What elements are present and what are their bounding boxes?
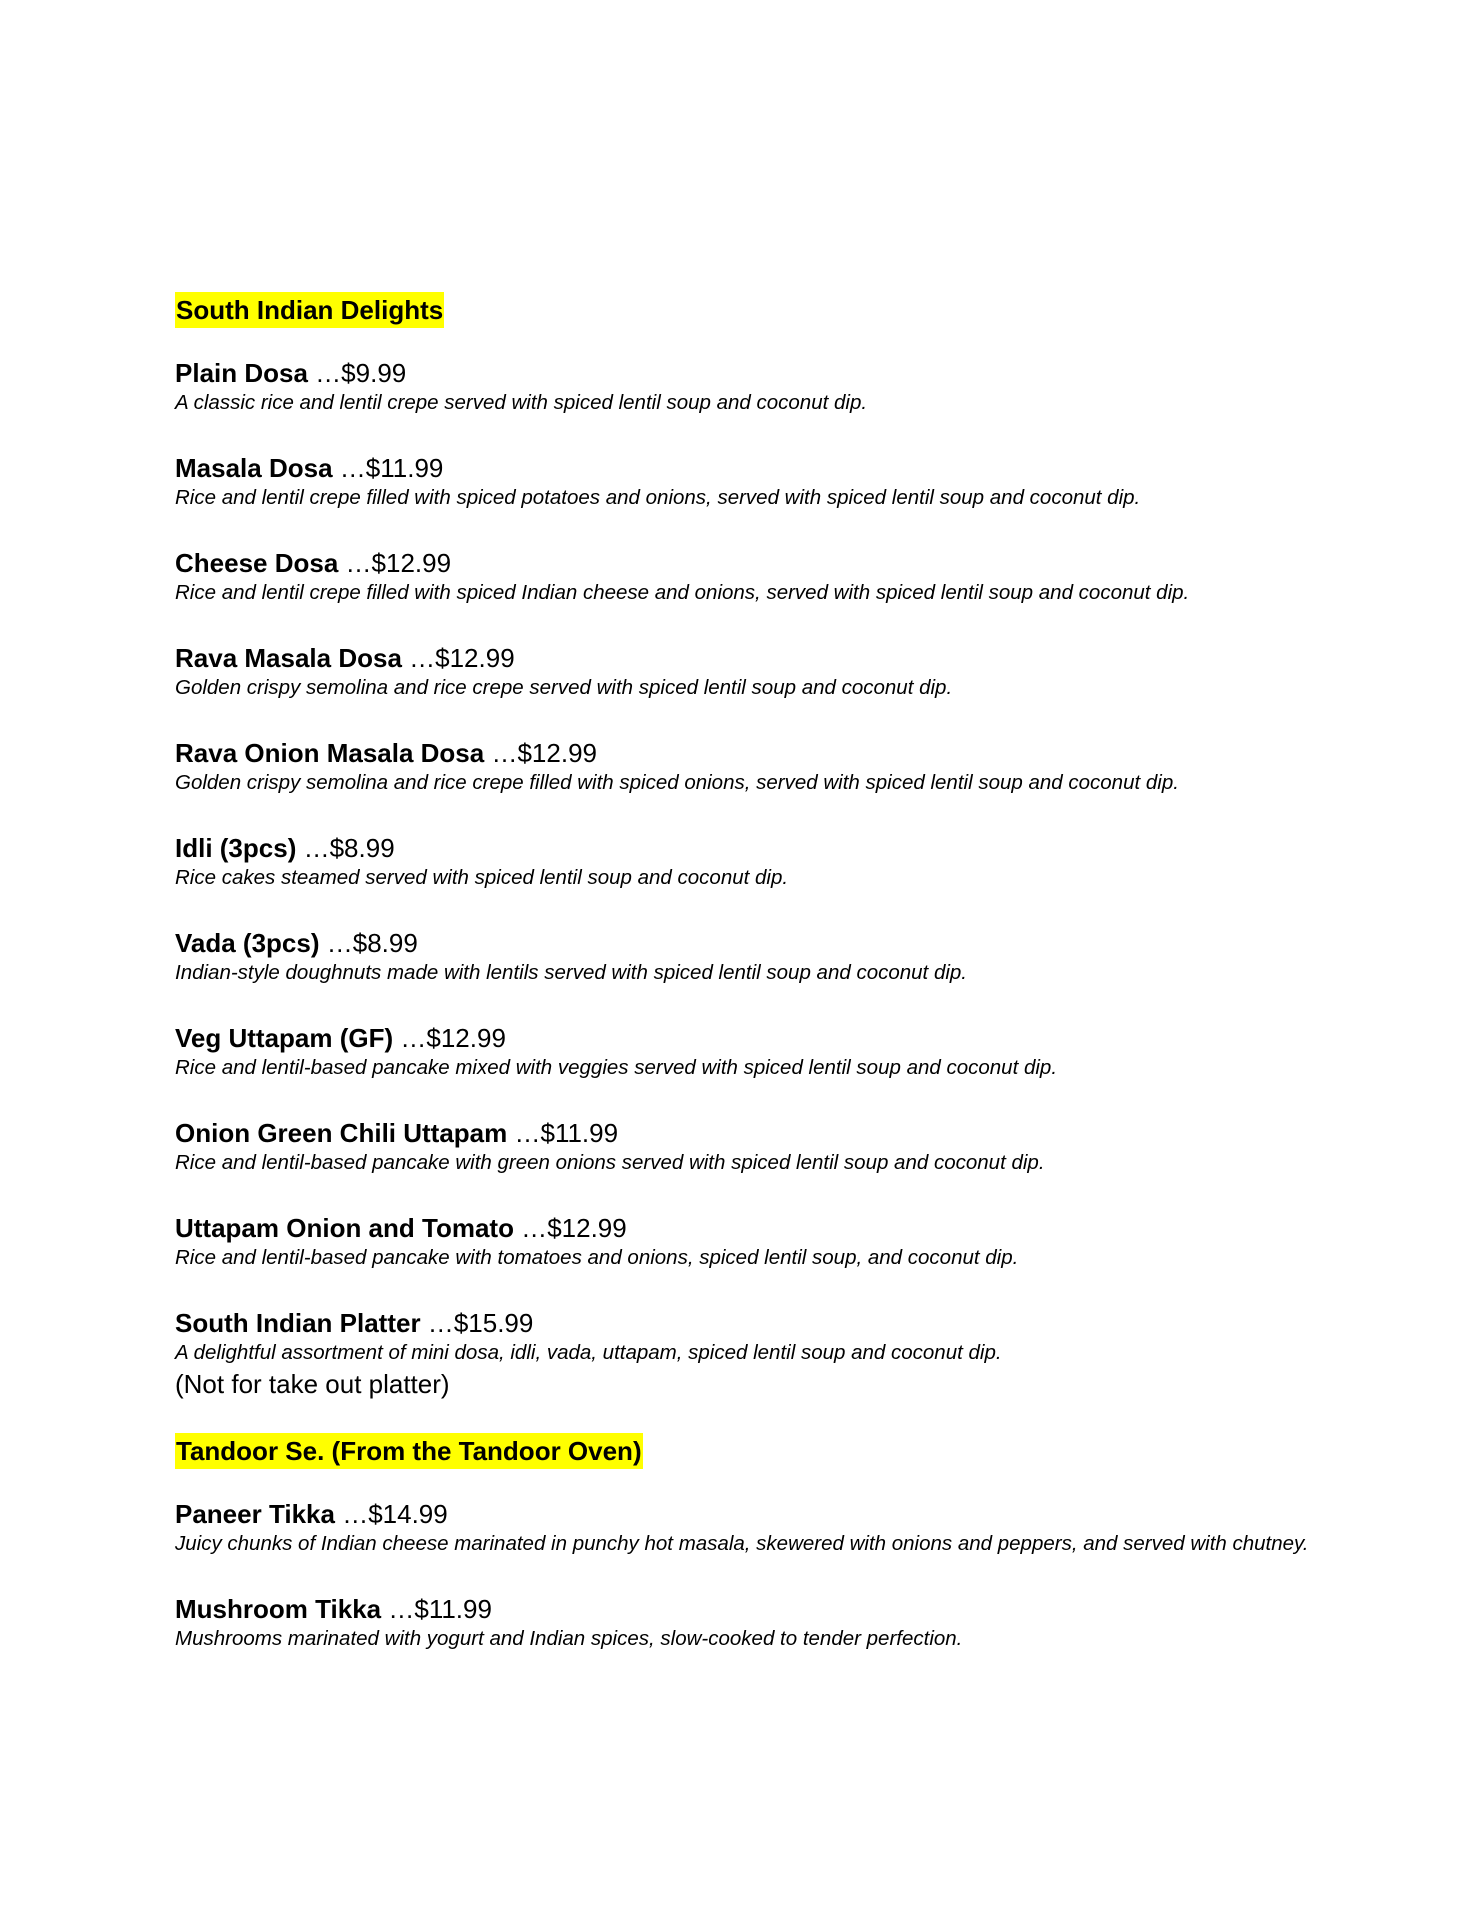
menu-item — [175, 1499, 1325, 1558]
menu-item-heading — [175, 548, 1325, 578]
menu-item-description: Rice and lentil-based pancake with green onions served with spiced lentil soup and coconut dip. — [175, 1151, 1045, 1174]
menu-item-name: Rava Onion Masala Dosa — [175, 738, 485, 768]
menu-item — [175, 548, 1325, 607]
menu-item — [175, 738, 1325, 797]
menu-page — [175, 292, 1325, 1653]
menu-item-price: $12.99 — [426, 1023, 506, 1053]
menu-item-description: Juicy chunks of Indian cheese marinated in punchy hot masala, skewered with onions and peppers, and served with chutney. — [175, 1532, 1309, 1555]
menu-item-description: Rice cakes steamed served with spiced lentil soup and coconut dip. — [175, 866, 789, 889]
menu-section — [175, 292, 1325, 1399]
menu-item-separator: … — [319, 928, 353, 958]
menu-item-heading — [175, 643, 1325, 673]
menu-item-name: Mushroom Tikka — [175, 1594, 382, 1624]
menu-item-price: $12.99 — [371, 548, 452, 578]
menu-item-separator: … — [381, 1594, 415, 1624]
menu-item-name: Paneer Tikka — [175, 1499, 335, 1529]
menu-item-description: A classic rice and lentil crepe served with spiced lentil soup and coconut dip. — [175, 391, 868, 414]
menu-item-heading — [175, 358, 1325, 388]
menu-item-price: $9.99 — [341, 358, 407, 388]
menu-item-description: Golden crispy semolina and rice crepe served with spiced lentil soup and coconut dip. — [175, 676, 953, 699]
menu-item-price: $8.99 — [329, 833, 395, 863]
menu-item-separator: … — [484, 738, 518, 768]
menu-item — [175, 453, 1325, 512]
menu-item-separator: … — [420, 1308, 454, 1338]
section-title: South Indian Delights — [175, 292, 444, 328]
menu-item-separator: … — [296, 833, 330, 863]
menu-item-heading — [175, 1594, 1325, 1624]
menu-item-note: (Not for take out platter) — [175, 1369, 450, 1399]
menu-item-name: Vada (3pcs) — [175, 928, 320, 958]
menu-item-name: Idli (3pcs) — [175, 833, 297, 863]
menu-item-price: $11.99 — [365, 453, 444, 483]
menu-item — [175, 1023, 1325, 1082]
menu-item — [175, 358, 1325, 417]
menu-item-description: Golden crispy semolina and rice crepe filled with spiced onions, served with spiced lentil soup and coconut dip. — [175, 771, 1179, 794]
menu-item-separator: … — [332, 453, 366, 483]
menu-item — [175, 1308, 1325, 1399]
menu-item-name: South Indian Platter — [175, 1308, 421, 1338]
menu-item-name: Plain Dosa — [175, 358, 308, 388]
menu-item-heading — [175, 1213, 1325, 1243]
menu-item — [175, 643, 1325, 702]
menu-item-description: Rice and lentil crepe filled with spiced Indian cheese and onions, served with spiced lentil soup and coconut dip. — [175, 581, 1190, 604]
menu-item-name: Onion Green Chili Uttapam — [175, 1118, 508, 1148]
menu-item-description: Mushrooms marinated with yogurt and Indian spices, slow-cooked to tender perfection. — [175, 1627, 963, 1650]
menu-item-description: Rice and lentil-based pancake mixed with veggies served with spiced lentil soup and coconut dip. — [175, 1056, 1058, 1079]
menu-item — [175, 833, 1325, 892]
menu-item — [175, 1213, 1325, 1272]
menu-item-price: $8.99 — [352, 928, 418, 958]
menu-item-name: Masala Dosa — [175, 453, 333, 483]
menu-item-price: $12.99 — [517, 738, 597, 768]
menu-item-list — [175, 1499, 1325, 1653]
menu-item — [175, 1594, 1325, 1653]
menu-item-heading — [175, 1023, 1325, 1053]
menu-item-heading — [175, 1308, 1325, 1338]
menu-item-name: Veg Uttapam (GF) — [175, 1023, 394, 1053]
menu-item-separator: … — [334, 1499, 369, 1529]
menu-item-heading — [175, 738, 1325, 768]
menu-item — [175, 928, 1325, 987]
menu-item-separator: … — [393, 1023, 427, 1053]
menu-item-heading — [175, 833, 1325, 863]
menu-item-description: Indian-style doughnuts made with lentils served with spiced lentil soup and coconut dip. — [175, 961, 967, 984]
menu-item-separator: … — [338, 548, 372, 578]
menu-item-description: Rice and lentil-based pancake with tomatoes and onions, spiced lentil soup, and coconut dip. — [175, 1246, 1019, 1269]
menu-item-price: $12.99 — [547, 1213, 627, 1243]
menu-item-name: Cheese Dosa — [175, 548, 339, 578]
menu-item-heading — [175, 1118, 1325, 1148]
menu-item-separator: … — [307, 358, 342, 388]
menu-item-description: Rice and lentil crepe filled with spiced potatoes and onions, served with spiced lentil soup and coconut dip. — [175, 486, 1141, 509]
menu-item-name: Uttapam Onion and Tomato — [175, 1213, 514, 1243]
menu-item-price: $15.99 — [453, 1308, 534, 1338]
menu-item-heading — [175, 1499, 1325, 1529]
section-title: Tandoor Se. (From the Tandoor Oven) — [175, 1433, 643, 1469]
menu-item-separator: … — [401, 643, 436, 673]
menu-item-name: Rava Masala Dosa — [175, 643, 402, 673]
menu-item-list — [175, 358, 1325, 1399]
menu-item-separator: … — [513, 1213, 548, 1243]
menu-item-heading — [175, 928, 1325, 958]
menu-item-description: A delightful assortment of mini dosa, idli, vada, uttapam, spiced lentil soup and coconut dip. — [175, 1341, 1002, 1364]
menu-item-price: $11.99 — [414, 1594, 492, 1624]
menu-section — [175, 1433, 1325, 1653]
menu-item-separator: … — [507, 1118, 541, 1148]
menu-item-price: $14.99 — [368, 1499, 448, 1529]
menu-item-price: $12.99 — [435, 643, 515, 673]
menu-item — [175, 1118, 1325, 1177]
menu-item-price: $11.99 — [540, 1118, 619, 1148]
menu-item-heading — [175, 453, 1325, 483]
